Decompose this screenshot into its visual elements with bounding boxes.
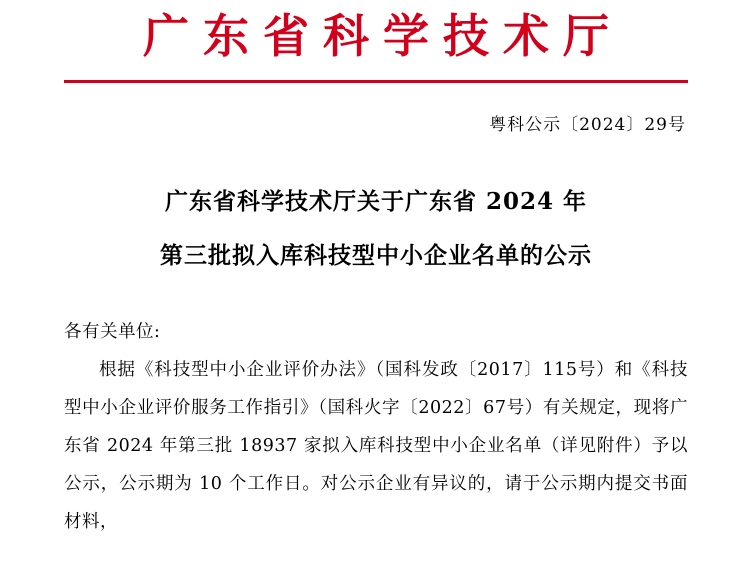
issuing-organization-title: 广东省科学技术厅 (143, 9, 623, 63)
document-body (64, 313, 688, 541)
body-paragraph-1: 根据《科技型中小企业评价办法》（国科发政〔2017〕115号）和《科技型中小企业评价服务工作指引》（国科火字〔2022〕67号）有关规定，现将广东省 2024 年第三批 18937 家拟入库科技型中小企业名单（详见附件）予以公示，公示期为 10 个工作日。对公示企业有异议的，请于公示期内提交书面材料， (64, 360, 688, 532)
salutation: 各有关单位: (64, 322, 161, 342)
masthead-red-rule (64, 80, 688, 83)
masthead (64, 0, 688, 83)
document-title (64, 175, 688, 283)
document-number: 粤科公示〔2024〕29号 (489, 115, 686, 135)
document-title-line-2: 第三批拟入库科技型中小企业名单的公示 (160, 242, 592, 269)
document-title-line-1: 广东省科学技术厅关于广东省 2024 年 (164, 188, 588, 215)
